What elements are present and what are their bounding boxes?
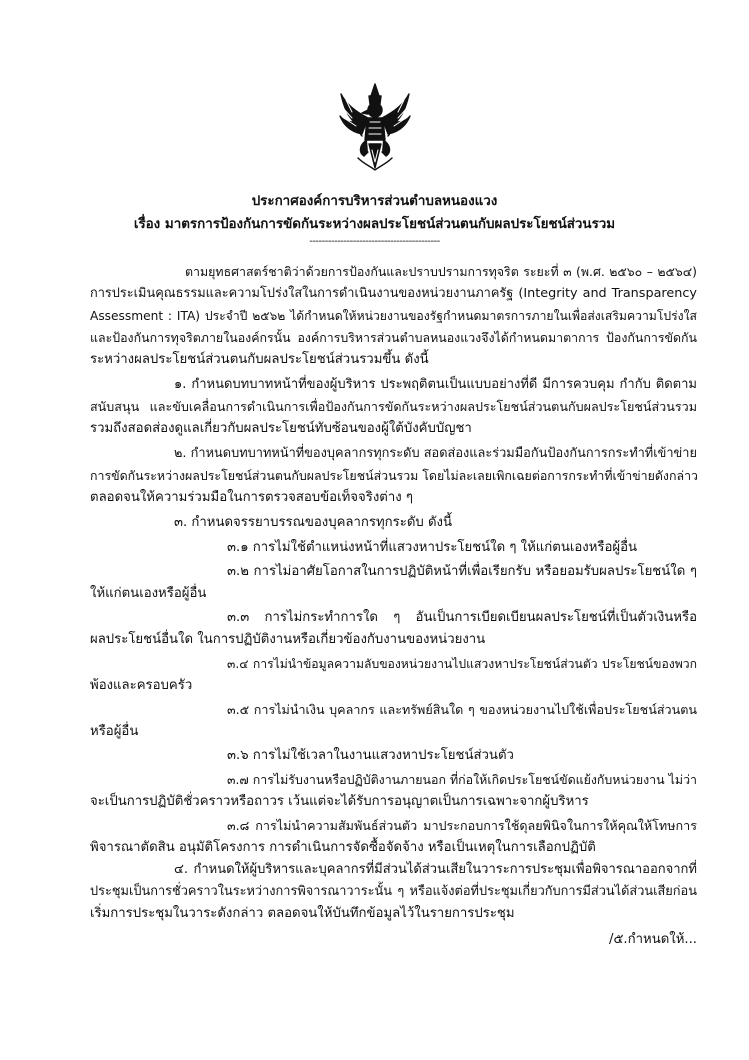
paragraph-line: และป้องกันการทุจริตภายในองค์กรนั้น องค์การบริหารส่วนตำบลหนองแวงจึงได้กำหนดมาตาการ ป้องกันการขัดกัน — [90, 330, 697, 345]
paragraph-line: หรือผู้อื่น — [90, 724, 139, 739]
paragraph-line: พ้องและครอบครัว — [90, 678, 193, 693]
paragraph-line: Assessment : ITA) ประจำปี ๒๕๖๒ ได้กำหนดให้หน่วยงานของรัฐกำหนดมาตรการภายในเพื่อส่งเสริมความโปร่งใส — [90, 309, 697, 323]
paragraph-line: ๓.๑ การไม่ใช้ตำแหน่งหน้าที่แสวงหาประโยชน์ใด ๆ ให้แก่ตนเองหรือผู้อื่น — [227, 540, 638, 555]
paragraph-line: ๓.๔ การไม่นำข้อมูลความลับของหน่วยงานไปแสวงหาประโยชน์ส่วนตัว ประโยชน์ของพวก — [227, 657, 697, 671]
paragraph-line: ๔. กำหนดให้ผู้บริหารและบุคลากรที่มีส่วนได้ส่วนเสียในวาระการประชุมเพื่อพิจารณาออกจากที่ — [174, 862, 697, 877]
paragraph-line: ๓. กำหนดจรรยาบรรณของบุคลากรทุกระดับ ดังนี้ — [174, 515, 452, 530]
paragraph-line: พิจารณาตัดสิน อนุมัติโครงการ การดำเนินการจัดซื้อจัดจ้าง หรือเป็นเหตุในการเลือกปฏิบัติ — [90, 840, 596, 855]
paragraph-line: ระหว่างผลประโยชน์ส่วนตนกับผลประโยชน์ส่วนรวมขึ้น ดังนี้ — [90, 352, 429, 367]
paragraph-line: ตลอดจนให้ความร่วมมือในการตรวจสอบข้อเท็จจริงต่าง ๆ — [90, 490, 413, 505]
paragraph-line: ตามยุทธศาสตร์ชาติว่าด้วยการป้องกันและปราบปรามการทุจริต ระยะที่ ๓ (พ.ศ. ๒๕๖๐ – ๒๕๖๔) — [185, 264, 697, 279]
paragraph-line: ๓.๒ การไม่อาศัยโอกาสในการปฏิบัติหน้าที่เพื่อเรียกรับ หรือยอมรับผลประโยชน์ใด ๆ — [227, 564, 697, 579]
separator-line: ------------------------------------------ — [309, 236, 440, 247]
paragraph-line: ๓.๘ การไม่นำความสัมพันธ์ส่วนตัว มาประกอบการใช้ดุลยพินิจในการให้คุณให้โทษการ — [227, 818, 697, 833]
paragraph-line: สนับสนุน และขับเคลื่อนการดำเนินการเพื่อป้องกันการขัดกันระหว่างผลประโยชน์ส่วนตนกับผลประโยชน์ส่วนรวม — [90, 399, 697, 414]
paragraph-line: ผลประโยชน์อื่นใด ในการปฏิบัติงานหรือเกี่ยวข้องกับงานของหน่วยงาน — [90, 632, 486, 647]
paragraph-line: ให้แก่ตนเองหรือผู้อื่น — [90, 586, 207, 601]
paragraph-line: ประชุมเป็นการชั่วคราวในระหว่างการพิจารณาวาระนั้น ๆ หรือแจ้งต่อที่ประชุมเกี่ยวกับการมีส่วนได้ส่วนเสียก่อน — [90, 884, 697, 899]
announcement-title: ประกาศองค์การบริหารส่วนตำบลหนองแวง — [251, 194, 498, 209]
paragraph-line: ๓.๕ การไม่นำเงิน บุคลากร และทรัพย์สินใด ๆ ของหน่วยงานไปใช้เพื่อประโยชน์ส่วนตน — [227, 702, 697, 717]
paragraph-line: ๓.๓ การไม่กระทำการใด ๆ อันเป็นการเบียดเบียนผลประโยชน์ที่เป็นตัวเงินหรือ — [227, 610, 697, 625]
paragraph-line: การประเมินคุณธรรมและความโปร่งใสในการดำเนินงานของหน่วยงานภาครัฐ (Integrity and Transparency — [90, 286, 697, 301]
paragraph-line: เริ่มการประชุมในวาระดังกล่าว ตลอดจนให้บันทึกข้อมูลไว้ในรายการประชุม — [90, 906, 515, 921]
paragraph-line: การขัดกันระหว่างผลประโยชน์ส่วนตนกับผลประโยชน์ส่วนรวม โดยไม่ละเลยเพิกเฉยต่อการกระทำที่เข้าข่ายดังกล่าว — [90, 468, 698, 483]
paragraph-line: ๓.๖ การไม่ใช้เวลาในงานแสวงหาประโยชน์ส่วนตัว — [227, 748, 514, 763]
paragraph-line: จะเป็นการปฏิบัติชั่วคราวหรือถาวร เว้นแต่จะได้รับการอนุญาตเป็นการเฉพาะจากผู้บริหาร — [90, 794, 589, 809]
paragraph-line: ๑. กำหนดบทบาทหน้าที่ของผู้บริหาร ประพฤติตนเป็นแบบอย่างที่ดี มีการควบคุม กำกับ ติดตาม — [174, 377, 697, 392]
paragraph-line: รวมถึงสอดส่องดูแลเกี่ยวกับผลประโยชน์ทับซ้อนของผู้ใต้บังคับบัญชา — [90, 421, 472, 436]
garuda-emblem-icon — [338, 82, 412, 172]
announcement-subject: เรื่อง มาตรการป้องกันการขัดกันระหว่างผลประโยชน์ส่วนตนกับผลประโยชน์ส่วนรวม — [133, 217, 616, 232]
paragraph-line: ๒. กำหนดบทบาทหน้าที่ของบุคลากรทุกระดับ สอดส่องและร่วมมือกันป้องกันการกระทำที่เข้าข่าย — [174, 446, 697, 461]
paragraph-line: ๓.๗ การไม่รับงานหรือปฏิบัติงานภายนอก ที่ก่อให้เกิดประโยชน์ขัดแย้งกับหน่วยงาน ไม่ว่า — [227, 772, 697, 787]
page-continuation: /๕.กำหนดให้... — [609, 932, 697, 947]
